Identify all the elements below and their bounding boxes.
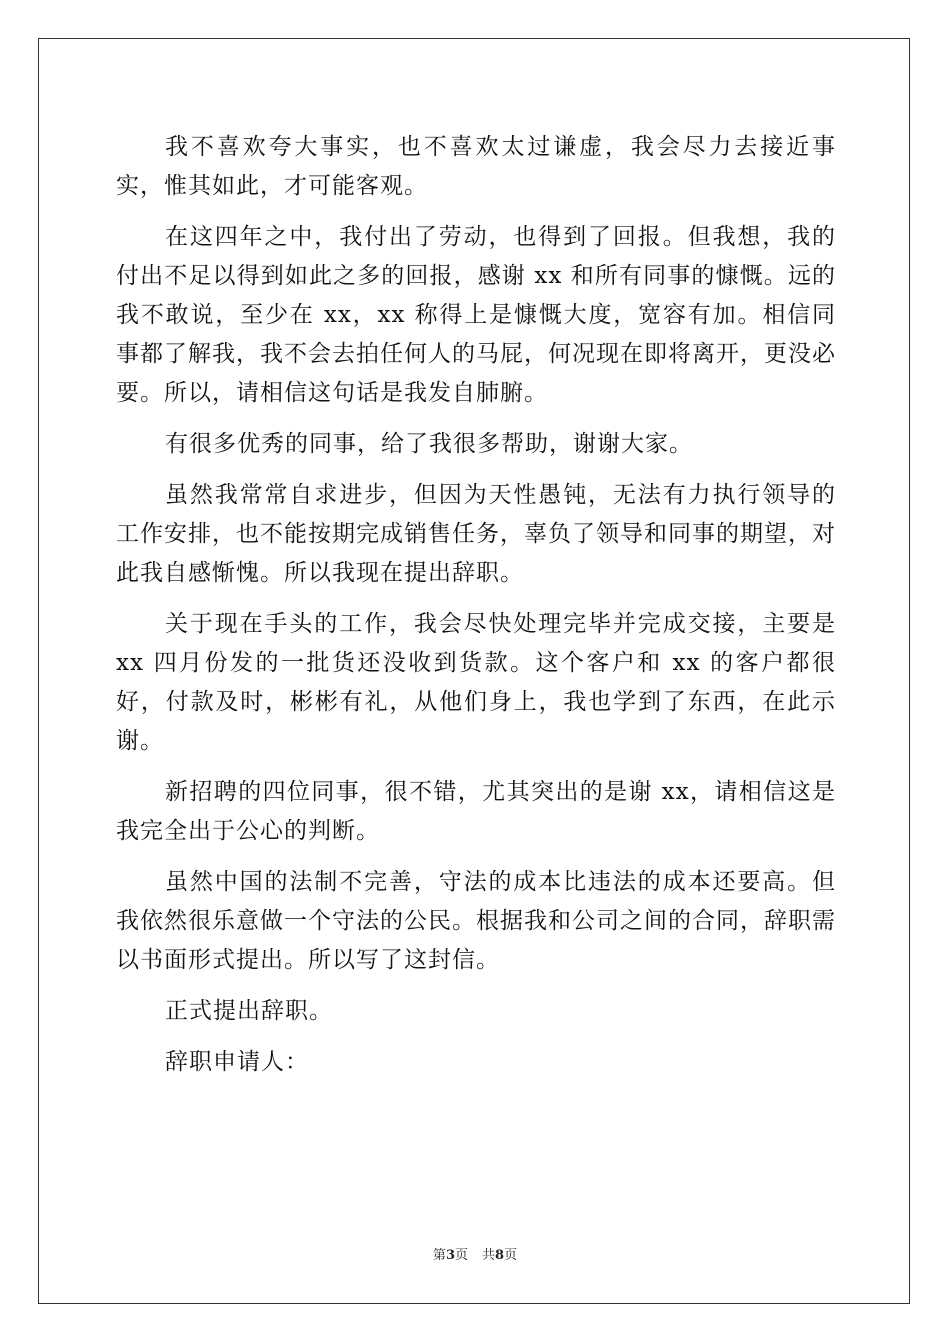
paragraph: 新招聘的四位同事，很不错，尤其突出的是谢 xx，请相信这是我完全出于公心的判断。 <box>116 779 836 844</box>
page-number-prefix: 第 <box>432 1248 446 1263</box>
page-total-suffix: 页 <box>504 1248 518 1263</box>
document-body <box>116 128 836 1094</box>
paragraph: 有很多优秀的同事，给了我很多帮助，谢谢大家。 <box>165 431 693 457</box>
page-footer <box>0 1244 950 1263</box>
paragraph: 关于现在手头的工作，我会尽快处理完毕并完成交接，主要是 xx 四月份发的一批货还没收到货款。这个客户和 xx 的客户都很好，付款及时，彬彬有礼，从他们身上，我也学到了东西，在此示谢。 <box>116 611 836 754</box>
page-number-suffix: 页 <box>454 1248 468 1263</box>
paragraph: 虽然中国的法制不完善，守法的成本比违法的成本还要高。但我依然很乐意做一个守法的公民。根据我和公司之间的合同，辞职需以书面形式提出。所以写了这封信。 <box>116 869 836 973</box>
page-number-total: 8 <box>495 1248 505 1263</box>
page-total-prefix: 共 <box>482 1248 496 1263</box>
page-number-current: 3 <box>445 1248 455 1263</box>
signature-line: 辞职申请人： <box>165 1049 309 1075</box>
paragraph: 虽然我常常自求进步，但因为天性愚钝，无法有力执行领导的工作安排，也不能按期完成销售任务，辜负了领导和同事的期望，对此我自感惭愧。所以我现在提出辞职。 <box>116 482 836 586</box>
paragraph: 在这四年之中，我付出了劳动，也得到了回报。但我想，我的付出不足以得到如此之多的回报，感谢 xx 和所有同事的慷慨。远的我不敢说，至少在 xx，xx 称得上是慷慨大度，宽容有加。相信同事都了解我，我不会去拍任何人的马屁，何况现在即将离开，更没必要。所以，请相信这句话是我发自肺腑。 <box>116 224 836 406</box>
paragraph: 我不喜欢夸大事实，也不喜欢太过谦虚，我会尽力去接近事实，惟其如此，才可能客观。 <box>116 134 836 199</box>
paragraph: 正式提出辞职。 <box>165 998 333 1024</box>
